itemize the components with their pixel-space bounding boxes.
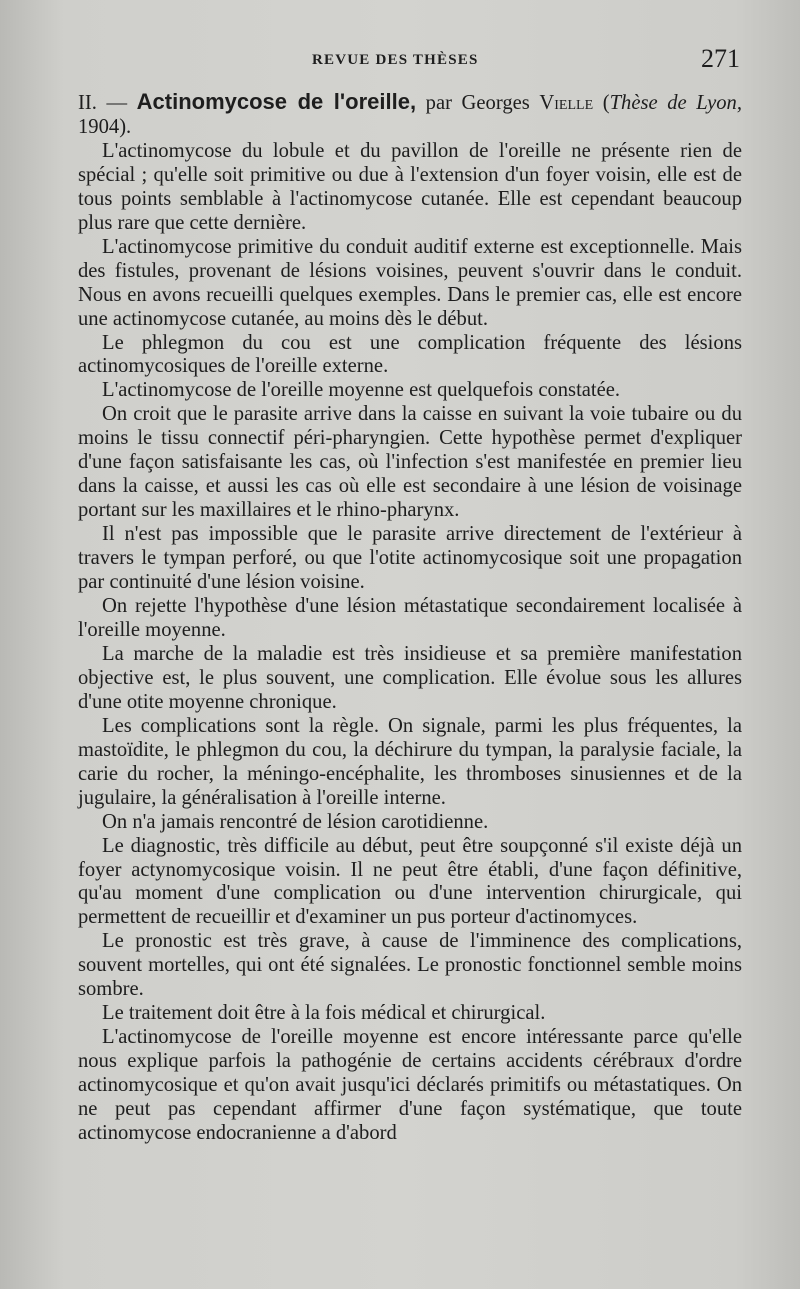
article-heading	[78, 90, 742, 140]
section-number: II. —	[78, 92, 128, 114]
paragraph: Il n'est pas impossible que le parasite arrive directement de l'extérieur à travers le tympan perforé, ou que l'otite actinomycosique soit une propagation par continuité d'une lésion voisine.	[78, 523, 742, 594]
thesis-label: Thèse de Lyon,	[609, 92, 742, 114]
paragraph: Les complications sont la règle. On signale, parmi les plus fréquentes, la mastoïdite, le phlegmon du cou, la déchirure du tympan, la paralysie faciale, la carie du rocher, la méningo-encéphalite, les thromboses sinusiennes et de la jugulaire, la généralisation à l'oreille interne.	[78, 714, 742, 809]
paragraph: La marche de la maladie est très insidieuse et sa première manifestation objective est, le plus souvent, une complication. Elle évolue sous les allures d'une otite moyenne chronique.	[78, 642, 742, 713]
paragraph: Le phlegmon du cou est une complication fréquente des lésions actinomycosiques de l'oreille externe.	[78, 331, 742, 378]
paragraph: L'actinomycose de l'oreille moyenne est encore intéressante parce qu'elle nous explique parfois la pathogénie de certains accidents cérébraux d'ordre actinomycosique et qu'on avait jusqu'ici déclarés primitifs ou métastatiques. On ne peut pas cependant affirmer d'une façon systématique, que toute actinomycose endocranienne a d'abord	[78, 1026, 742, 1144]
article-title: Actinomycose de l'oreille,	[136, 89, 417, 114]
paragraph: L'actinomycose primitive du conduit auditif externe est exceptionnelle. Mais des fistules, provenant de lésions voisines, peuvent s'ouvrir dans le conduit. Nous en avons recueilli quelques exemples. Dans le premier cas, elle est encore une actinomycose cutanée, au moins dès le début.	[78, 235, 742, 330]
article-body	[78, 90, 742, 1146]
paragraph: On n'a jamais rencontré de lésion carotidienne.	[102, 810, 489, 833]
paragraph: L'actinomycose du lobule et du pavillon de l'oreille ne présente rien de spécial ; qu'elle soit primitive ou due à l'extension d'un foyer voisin, elle est de tous points semblable à l'actinomycose cutanée. Elle est cependant beaucoup plus rare que cette dernière.	[78, 139, 742, 234]
running-head: REVUE DES THÈSES	[312, 52, 479, 68]
byline-prefix: par Georges	[425, 92, 530, 114]
paragraph: Le diagnostic, très difficile au début, peut être soupçonné s'il existe déjà un foyer actynomycosique voisin. Il ne peut être établi, d'une façon définitive, qu'au moment d'une complication ou d'une intervention chirurgicale, qui permettent de recueillir et d'examiner un pus porteur d'actinomyces.	[78, 834, 742, 929]
paragraph: On rejette l'hypothèse d'une lésion métastatique secondairement localisée à l'oreille moyenne.	[78, 595, 742, 641]
paragraph: Le traitement doit être à la fois médical et chirurgical.	[102, 1002, 546, 1025]
paragraph: L'actinomycose de l'oreille moyenne est quelquefois constatée.	[102, 379, 621, 402]
thesis-open: (	[602, 92, 610, 114]
page-header	[80, 44, 740, 84]
author-surname: Vielle	[539, 92, 594, 114]
page-number: 271	[701, 44, 740, 73]
thesis-year: 1904).	[78, 115, 132, 138]
paragraph: Le pronostic est très grave, à cause de l'imminence des complications, souvent mortelles, qui ont été signalées. Le pronostic fonctionnel semble moins sombre.	[78, 930, 742, 1001]
paragraph: On croit que le parasite arrive dans la caisse en suivant la voie tubaire ou du moins le tissu connectif péri-pharyngien. Cette hypothèse permet d'expliquer d'une façon satisfaisante les cas, où l'infection s'est manifestée en premier lieu dans la caisse, et aussi les cas où elle est secondaire à une lésion de voisinage portant sur les maxillaires et le rhino-pharynx.	[78, 403, 742, 522]
